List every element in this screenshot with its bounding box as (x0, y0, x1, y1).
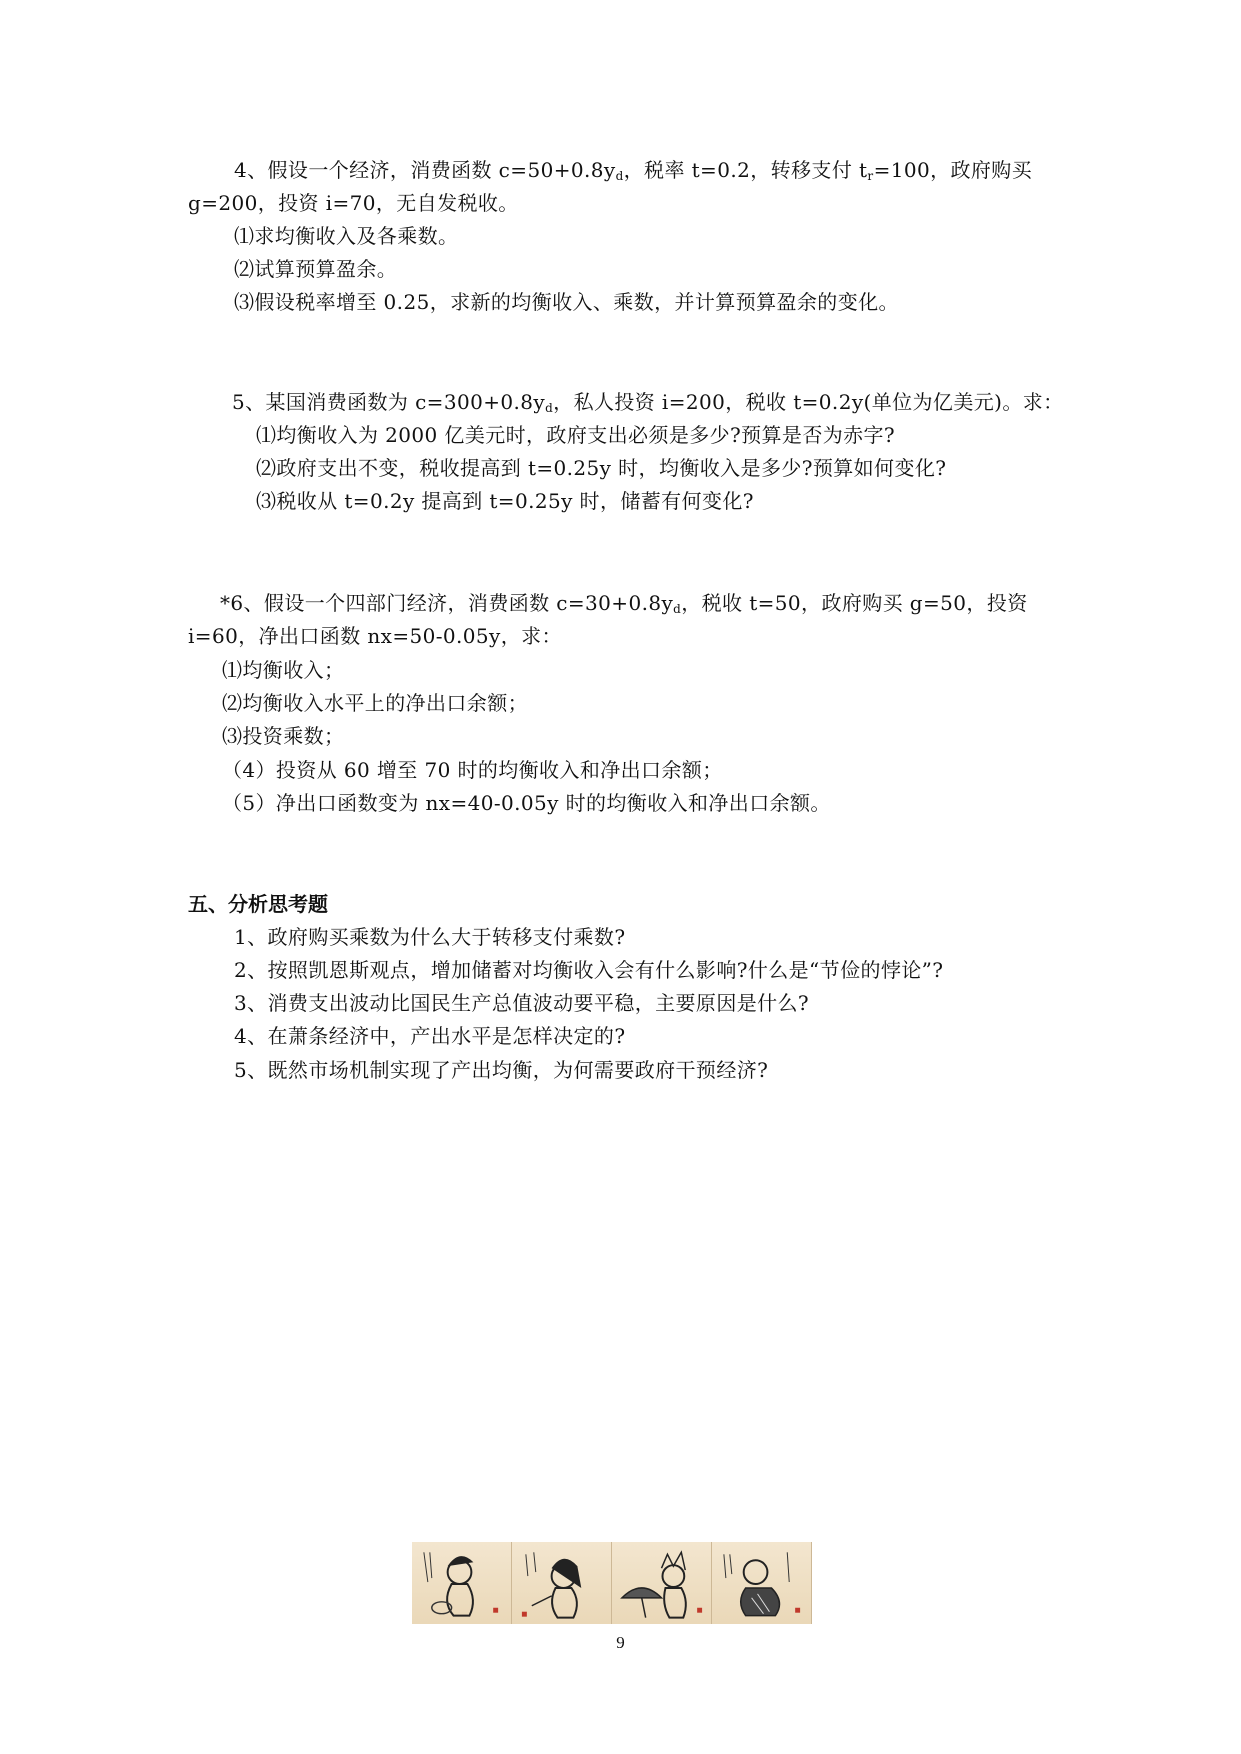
cartoon-panel-3 (612, 1542, 712, 1624)
analysis-question-5: 5、既然市场机制实现了产出均衡，为何需要政府干预经济? (234, 1058, 769, 1082)
q4-subscript-d: d (615, 169, 624, 183)
q4-part-2: ⑵试算预算盈余。 (234, 257, 398, 281)
q6-subscript-d: d (673, 602, 682, 616)
q6-text-a: *6、假设一个四部门经济，消费函数 c=30+0.8y (220, 591, 674, 615)
q4-intro-line2: g=200，投资 i=70，无自发税收。 (188, 191, 519, 215)
analysis-question-2: 2、按照凯恩斯观点，增加储蓄对均衡收入会有什么影响?什么是“节俭的悖论”? (234, 958, 944, 982)
q6-part-3: ⑶投资乘数； (222, 724, 345, 748)
analysis-question-4: 4、在萧条经济中，产出水平是怎样决定的? (234, 1024, 626, 1048)
q5-part-3: ⑶税收从 t=0.2y 提高到 t=0.25y 时，储蓄有何变化? (256, 489, 754, 513)
q4-text-b: ，税率 t=0.2，转移支付 t (623, 158, 868, 182)
q5-subscript-d: d (545, 401, 554, 415)
cartoon-panel-2 (512, 1542, 612, 1624)
q4-part-3: ⑶假设税率增至 0.25，求新的均衡收入、乘数，并计算预算盈余的变化。 (234, 290, 899, 314)
q4-part-1: ⑴求均衡收入及各乘数。 (234, 224, 459, 248)
cartoon-panel-4 (712, 1542, 812, 1624)
cartoon-figure-icon (412, 1542, 511, 1624)
q4-text-c: =100，政府购买 (873, 158, 1033, 182)
q6-part-4: （4）投资从 60 增至 70 时的均衡收入和净出口余额； (222, 758, 723, 782)
q6-intro-line2: i=60，净出口函数 nx=50-0.05y，求： (188, 624, 562, 648)
q4-subscript-r: r (867, 169, 874, 183)
cartoon-figure-icon (612, 1542, 711, 1624)
q6-part-5: （5）净出口函数变为 nx=40-0.05y 时的均衡收入和净出口余额。 (222, 791, 831, 815)
q4-intro-line1 (234, 156, 1032, 184)
q6-text-b: ，税收 t=50，政府购买 g=50，投资 (681, 591, 1028, 615)
cartoon-panel-1 (412, 1542, 512, 1624)
section-heading: 五、分析思考题 (188, 892, 328, 916)
analysis-question-1: 1、政府购买乘数为什么大于转移支付乘数? (234, 925, 626, 949)
cartoon-strip-image (412, 1542, 812, 1624)
q6-part-1: ⑴均衡收入； (222, 658, 345, 682)
q5-text-a: 5、某国消费函数为 c=300+0.8y (232, 390, 546, 414)
q5-part-1: ⑴均衡收入为 2000 亿美元时，政府支出必须是多少?预算是否为赤字? (256, 423, 896, 447)
q5-part-2: ⑵政府支出不变，税收提高到 t=0.25y 时，均衡收入是多少?预算如何变化? (256, 456, 947, 480)
q4-text-a: 4、假设一个经济，消费函数 c=50+0.8y (234, 158, 616, 182)
q6-part-2: ⑵均衡收入水平上的净出口余额； (222, 691, 528, 715)
q6-intro-line1 (220, 589, 1028, 617)
cartoon-figure-icon (712, 1542, 811, 1624)
page-number: 9 (616, 1633, 625, 1652)
analysis-question-3: 3、消费支出波动比国民生产总值波动要平稳，主要原因是什么? (234, 991, 810, 1015)
cartoon-figure-icon (512, 1542, 611, 1624)
q5-intro-line1 (232, 388, 1064, 416)
q5-text-b: ，私人投资 i=200，税收 t=0.2y(单位为亿美元)。求： (553, 390, 1064, 414)
